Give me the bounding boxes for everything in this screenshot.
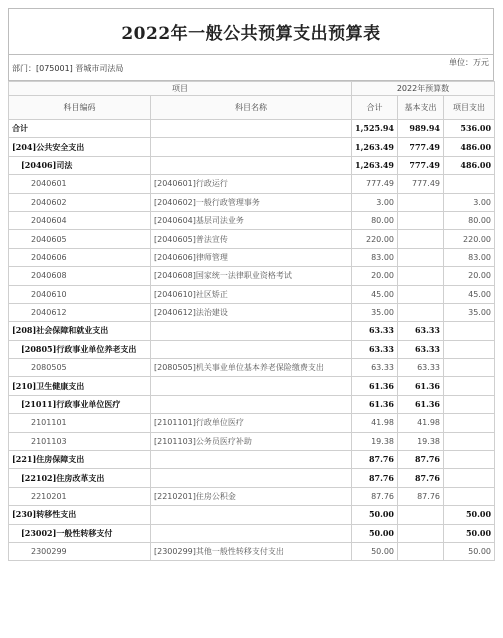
subject-code-cell: [210]卫生健康支出 (9, 377, 151, 395)
total-cell: 35.00 (352, 303, 398, 321)
table-row (9, 487, 495, 505)
table-row (9, 211, 495, 229)
table-row (9, 303, 495, 321)
subject-code-cell: 2080505 (9, 359, 151, 377)
total-cell: 19.38 (352, 432, 398, 450)
subject-name-cell (151, 120, 352, 138)
subject-name-cell: [2040602]一般行政管理事务 (151, 193, 352, 211)
subject-code-cell: [221]住房保障支出 (9, 451, 151, 469)
table-row (9, 469, 495, 487)
title-row (8, 8, 494, 54)
project-cell: 50.00 (444, 506, 495, 524)
total-cell: 1,525.94 (352, 120, 398, 138)
basic-cell: 777.49 (398, 138, 444, 156)
total-cell: 87.76 (352, 451, 398, 469)
header-budget-group: 2022年预算数 (352, 82, 495, 96)
basic-cell (398, 230, 444, 248)
basic-cell (398, 211, 444, 229)
project-cell (444, 377, 495, 395)
subject-code-cell: 2040610 (9, 285, 151, 303)
basic-cell: 989.94 (398, 120, 444, 138)
basic-cell (398, 524, 444, 542)
header-row-1 (9, 82, 495, 96)
subject-code-cell: 2101103 (9, 432, 151, 450)
table-row (9, 230, 495, 248)
project-cell: 35.00 (444, 303, 495, 321)
basic-cell (398, 267, 444, 285)
total-cell: 3.00 (352, 193, 398, 211)
department-label: 部门：[075001] 晋城市司法局 (12, 64, 124, 73)
total-cell: 80.00 (352, 211, 398, 229)
subject-name-cell: [2300299]其他一般性转移支付支出 (151, 542, 352, 560)
subject-code-cell: [204]公共安全支出 (9, 138, 151, 156)
page-title: 2022年一般公共预算支出预算表 (121, 24, 381, 44)
basic-cell (398, 542, 444, 560)
subject-code-cell: [20406]司法 (9, 156, 151, 174)
basic-cell: 87.76 (398, 451, 444, 469)
table-row (9, 248, 495, 266)
basic-cell: 19.38 (398, 432, 444, 450)
header-project-expense: 项目支出 (444, 96, 495, 120)
unit-label: 单位：万元 (449, 58, 489, 67)
subject-code-cell: [21011]行政事业单位医疗 (9, 395, 151, 413)
table-row (9, 138, 495, 156)
subject-code-cell: 合计 (9, 120, 151, 138)
subject-name-cell (151, 138, 352, 156)
basic-cell: 63.33 (398, 340, 444, 358)
total-cell: 777.49 (352, 175, 398, 193)
subject-code-cell: [208]社会保障和就业支出 (9, 322, 151, 340)
subject-name-cell: [2040608]国家统一法律职业资格考试 (151, 267, 352, 285)
table-row (9, 377, 495, 395)
subject-name-cell (151, 322, 352, 340)
subject-code-cell: [23002]一般性转移支付 (9, 524, 151, 542)
subject-name-cell (151, 506, 352, 524)
header-subject-name: 科目名称 (151, 96, 352, 120)
project-cell (444, 469, 495, 487)
subject-name-cell (151, 340, 352, 358)
total-cell: 1,263.49 (352, 138, 398, 156)
total-cell: 63.33 (352, 340, 398, 358)
subject-name-cell: [2101103]公务员医疗补助 (151, 432, 352, 450)
subject-name-cell (151, 451, 352, 469)
basic-cell: 61.36 (398, 395, 444, 413)
project-cell: 486.00 (444, 138, 495, 156)
project-cell (444, 340, 495, 358)
subject-code-cell: [20805]行政事业单位养老支出 (9, 340, 151, 358)
table-row (9, 267, 495, 285)
basic-cell: 777.49 (398, 175, 444, 193)
project-cell: 83.00 (444, 248, 495, 266)
basic-cell: 63.33 (398, 359, 444, 377)
table-row (9, 414, 495, 432)
subject-name-cell: [2040612]法治建设 (151, 303, 352, 321)
table-row (9, 542, 495, 560)
subject-code-cell: 2300299 (9, 542, 151, 560)
project-cell: 45.00 (444, 285, 495, 303)
project-cell: 486.00 (444, 156, 495, 174)
header-row-2 (9, 96, 495, 120)
basic-cell: 87.76 (398, 487, 444, 505)
subject-code-cell: 2040606 (9, 248, 151, 266)
basic-cell: 777.49 (398, 156, 444, 174)
header-subject-code: 科目编码 (9, 96, 151, 120)
total-cell: 50.00 (352, 506, 398, 524)
project-cell: 20.00 (444, 267, 495, 285)
project-cell: 50.00 (444, 542, 495, 560)
total-cell: 61.36 (352, 395, 398, 413)
total-cell: 63.33 (352, 359, 398, 377)
total-cell: 1,263.49 (352, 156, 398, 174)
subject-code-cell: [22102]住房改革支出 (9, 469, 151, 487)
header-basic: 基本支出 (398, 96, 444, 120)
header-project: 项目 (9, 82, 352, 96)
basic-cell: 63.33 (398, 322, 444, 340)
subject-code-cell: 2040604 (9, 211, 151, 229)
subject-name-cell (151, 524, 352, 542)
subject-code-cell: [230]转移性支出 (9, 506, 151, 524)
total-cell: 41.98 (352, 414, 398, 432)
subject-code-cell: 2040602 (9, 193, 151, 211)
subject-name-cell (151, 395, 352, 413)
budget-table (8, 81, 495, 561)
table-row (9, 395, 495, 413)
project-cell (444, 175, 495, 193)
basic-cell: 87.76 (398, 469, 444, 487)
project-cell (444, 359, 495, 377)
project-cell: 3.00 (444, 193, 495, 211)
basic-cell: 61.36 (398, 377, 444, 395)
subject-name-cell: [2210201]住房公积金 (151, 487, 352, 505)
subject-name-cell: [2101101]行政单位医疗 (151, 414, 352, 432)
table-row (9, 506, 495, 524)
subject-name-cell (151, 377, 352, 395)
table-row (9, 451, 495, 469)
subject-name-cell (151, 469, 352, 487)
table-row (9, 120, 495, 138)
header-total: 合计 (352, 96, 398, 120)
basic-cell (398, 285, 444, 303)
total-cell: 63.33 (352, 322, 398, 340)
project-cell: 536.00 (444, 120, 495, 138)
project-cell (444, 322, 495, 340)
subject-code-cell: 2040601 (9, 175, 151, 193)
total-cell: 87.76 (352, 469, 398, 487)
subject-name-cell: [2040601]行政运行 (151, 175, 352, 193)
table-row (9, 175, 495, 193)
total-cell: 61.36 (352, 377, 398, 395)
subject-name-cell: [2040604]基层司法业务 (151, 211, 352, 229)
table-body (9, 120, 495, 561)
project-cell (444, 414, 495, 432)
total-cell: 20.00 (352, 267, 398, 285)
project-cell: 80.00 (444, 211, 495, 229)
total-cell: 220.00 (352, 230, 398, 248)
subject-name-cell (151, 156, 352, 174)
project-cell: 220.00 (444, 230, 495, 248)
total-cell: 50.00 (352, 524, 398, 542)
project-cell (444, 487, 495, 505)
total-cell: 45.00 (352, 285, 398, 303)
subject-name-cell: [2080505]机关事业单位基本养老保险缴费支出 (151, 359, 352, 377)
project-cell (444, 395, 495, 413)
project-cell (444, 432, 495, 450)
subject-code-cell: 2210201 (9, 487, 151, 505)
subject-code-cell: 2101101 (9, 414, 151, 432)
subject-code-cell: 2040608 (9, 267, 151, 285)
table-row (9, 359, 495, 377)
table-row (9, 322, 495, 340)
info-row (8, 54, 494, 81)
subject-code-cell: 2040612 (9, 303, 151, 321)
table-row (9, 285, 495, 303)
basic-cell: 41.98 (398, 414, 444, 432)
basic-cell (398, 193, 444, 211)
total-cell: 83.00 (352, 248, 398, 266)
table-row (9, 340, 495, 358)
total-cell: 50.00 (352, 542, 398, 560)
subject-name-cell: [2040605]普法宣传 (151, 230, 352, 248)
basic-cell (398, 303, 444, 321)
project-cell: 50.00 (444, 524, 495, 542)
total-cell: 87.76 (352, 487, 398, 505)
subject-name-cell: [2040606]律师管理 (151, 248, 352, 266)
table-row (9, 524, 495, 542)
project-cell (444, 451, 495, 469)
table-row (9, 432, 495, 450)
subject-name-cell: [2040610]社区矫正 (151, 285, 352, 303)
basic-cell (398, 506, 444, 524)
subject-code-cell: 2040605 (9, 230, 151, 248)
table-row (9, 193, 495, 211)
basic-cell (398, 248, 444, 266)
table-row (9, 156, 495, 174)
